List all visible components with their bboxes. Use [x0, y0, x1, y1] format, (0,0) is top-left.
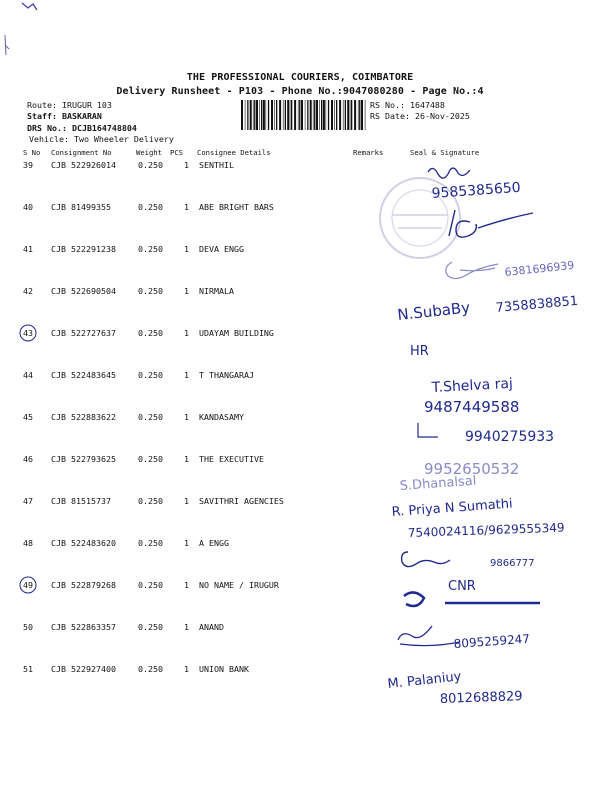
barcode-bar: [334, 100, 335, 130]
consignee-name: UDAYAM BUILDING: [199, 328, 274, 338]
row-sno: 49: [23, 580, 33, 590]
barcode-bar: [313, 100, 314, 130]
name-row47: R. Priya N Sumathi: [391, 496, 514, 520]
barcode-bar: [354, 100, 356, 130]
barcode-bar: [351, 100, 352, 130]
barcode-bar: [274, 100, 275, 130]
barcode-bar: [285, 100, 286, 130]
row-sno: 46: [23, 454, 33, 464]
weight-value: 0.250: [138, 454, 163, 464]
barcode-bar: [294, 100, 296, 130]
row-sno: 41: [23, 244, 33, 254]
row-sno: 40: [23, 202, 33, 212]
consignee-name: THE EXECUTIVE: [199, 454, 264, 464]
weight-value: 0.250: [138, 160, 163, 170]
barcode-bar: [256, 100, 258, 130]
col-consignment: Consignment No: [51, 148, 112, 157]
col-consignee: Consignee Details: [197, 148, 271, 157]
barcode-bar: [301, 100, 303, 130]
table-row: [0, 496, 600, 516]
barcode-bar: [261, 100, 262, 130]
consignment-number: CJB 522483620: [51, 538, 116, 548]
consignment-number: CJB 81499355: [51, 202, 111, 212]
barcode-bar: [310, 100, 312, 130]
barcode-bar: [254, 100, 255, 130]
consignee-name: A ENGG: [199, 538, 229, 548]
row-sno: 50: [23, 622, 33, 632]
barcode-bar: [328, 100, 329, 130]
barcode-bar: [305, 100, 306, 130]
signature-row41: [446, 262, 498, 279]
barcode-bar: [323, 100, 325, 130]
col-sno: S No: [23, 148, 41, 157]
pcs-value: 1: [184, 496, 189, 506]
col-pcs: PCS: [170, 148, 183, 157]
table-row: [0, 622, 600, 642]
consignment-number: CJB 522879268: [51, 580, 116, 590]
phone-row51: 8012688829: [439, 689, 523, 707]
barcode-bar: [279, 100, 281, 130]
weight-value: 0.250: [138, 664, 163, 674]
barcode-bar: [336, 100, 337, 130]
weight-value: 0.250: [138, 286, 163, 296]
barcode-bar: [245, 100, 246, 130]
weight-value: 0.250: [138, 370, 163, 380]
table-row: [0, 454, 600, 474]
weight-value: 0.250: [138, 622, 163, 632]
barcode-bar: [345, 100, 346, 130]
weight-value: 0.250: [138, 538, 163, 548]
company-title: THE PROFESSIONAL COURIERS, COIMBATORE: [186, 72, 414, 83]
barcode-bar: [299, 100, 300, 130]
barcode-bar: [343, 100, 344, 130]
barcode-bar: [250, 100, 252, 130]
weight-value: 0.250: [138, 496, 163, 506]
table-row: [0, 244, 600, 264]
phone-row46: 9952650532: [424, 460, 520, 478]
weight-value: 0.250: [138, 412, 163, 422]
name-row44: T.Shelva raj: [431, 375, 514, 396]
barcode-bar: [358, 100, 359, 130]
barcode-bar: [314, 100, 315, 130]
phone-row50: 8095259247: [453, 631, 531, 651]
table-row: [0, 286, 600, 306]
pcs-value: 1: [184, 160, 189, 170]
table-row: [0, 664, 600, 684]
weight-value: 0.250: [138, 244, 163, 254]
consignee-name: SAVITHRI AGENCIES: [199, 496, 284, 506]
table-row: [0, 160, 600, 180]
phone-row44: 9487449588: [424, 398, 520, 416]
barcode-bar: [350, 100, 351, 130]
row-sno: 48: [23, 538, 33, 548]
row-sno: 42: [23, 286, 33, 296]
consignee-name: KANDASAMY: [199, 412, 244, 422]
consignment-number: CJB 522690504: [51, 286, 116, 296]
phone-row41: 6381696939: [503, 258, 575, 279]
consignee-name: T THANGARAJ: [199, 370, 254, 380]
barcode-bar: [365, 100, 366, 130]
consignee-name: UNION BANK: [199, 664, 249, 674]
barcode-bar: [283, 100, 284, 130]
barcode-bar: [241, 100, 243, 130]
barcode-bar: [331, 100, 333, 130]
consignment-number: CJB 522483645: [51, 370, 116, 380]
barcode-bar: [287, 100, 289, 130]
vehicle-info: Vehicle: Two Wheeler Delivery: [29, 134, 174, 144]
route-info: Route: IRUGUR 103: [27, 100, 112, 110]
barcode-bar: [339, 100, 341, 130]
row-sno: 47: [23, 496, 33, 506]
runsheet-subtitle: Delivery Runsheet - P103 - Phone No.:9047080280 - Page No.:4: [116, 86, 484, 97]
barcode-bar: [290, 100, 291, 130]
pcs-value: 1: [184, 538, 189, 548]
note-row43: HR: [410, 344, 429, 359]
pcs-value: 1: [184, 370, 189, 380]
barcode-bar: [326, 100, 327, 130]
barcode-bar: [307, 100, 308, 130]
row-sno: 45: [23, 412, 33, 422]
consignee-name: ANAND: [199, 622, 224, 632]
name-row46: S.Dhanalsal: [399, 473, 477, 494]
table-row: [0, 580, 600, 600]
phone-row45: 9940275933: [465, 429, 555, 445]
col-seal-signature: Seal & Signature: [410, 148, 480, 157]
consignee-name: ABE BRIGHT BARS: [199, 202, 274, 212]
pcs-value: 1: [184, 454, 189, 464]
rs-date: RS Date: 26-Nov-2025: [370, 111, 470, 121]
pcs-value: 1: [184, 622, 189, 632]
barcode-bar: [347, 100, 349, 130]
staff-info: Staff: BASKARAN: [27, 111, 102, 121]
consignee-name: DEVA ENGG: [199, 244, 244, 254]
note-row49: CNR: [448, 579, 476, 594]
drs-number: DRS No.: DCJB164748804: [27, 123, 137, 133]
col-remarks: Remarks: [353, 148, 384, 157]
consignment-number: CJB 522927400: [51, 664, 116, 674]
barcode-bar: [268, 100, 269, 130]
barcode-bar: [266, 100, 267, 130]
pcs-value: 1: [184, 664, 189, 674]
pcs-value: 1: [184, 202, 189, 212]
phones-row47: 7540024116/9629555349: [407, 520, 565, 540]
table-row: [0, 412, 600, 432]
table-row: [0, 538, 600, 558]
barcode-bar: [291, 100, 292, 130]
weight-value: 0.250: [138, 580, 163, 590]
rs-number: RS No.: 1647488: [370, 100, 445, 110]
barcode-bar: [247, 100, 248, 130]
barcode-bar: [361, 100, 363, 130]
row-sno: 51: [23, 664, 33, 674]
weight-value: 0.250: [138, 202, 163, 212]
table-row: [0, 202, 600, 222]
consignment-number: CJB 522793625: [51, 454, 116, 464]
phone-row48: 9866777: [490, 558, 535, 569]
consignment-number: CJB 522926014: [51, 160, 116, 170]
barcode-bar: [259, 100, 260, 130]
barcode-bar: [271, 100, 273, 130]
consignment-number: CJB 522727637: [51, 328, 116, 338]
pcs-value: 1: [184, 412, 189, 422]
name-row51: M. Palaniuy: [386, 669, 463, 692]
consignment-number: CJB 522883622: [51, 412, 116, 422]
consignment-number: CJB 522863357: [51, 622, 116, 632]
table-row: [0, 370, 600, 390]
barcode-bar: [319, 100, 320, 130]
pcs-value: 1: [184, 328, 189, 338]
consignee-name: NO NAME / IRUGUR: [199, 580, 279, 590]
barcode-bar: [298, 100, 299, 130]
barcode-bar: [321, 100, 322, 130]
barcode-bar: [253, 100, 254, 130]
barcode-bar: [316, 100, 318, 130]
table-row: [0, 328, 600, 348]
col-weight: Weight: [136, 148, 162, 157]
scan-mark: [22, 3, 37, 10]
row-sno: 43: [23, 328, 33, 338]
pcs-value: 1: [184, 244, 189, 254]
barcode-bar: [276, 100, 277, 130]
weight-value: 0.250: [138, 328, 163, 338]
row-sno: 39: [23, 160, 33, 170]
consignment-number: CJB 81515737: [51, 496, 111, 506]
consignment-number: CJB 522291238: [51, 244, 116, 254]
consignee-name: NIRMALA: [199, 286, 234, 296]
phone-row39: 9585385650: [431, 179, 522, 202]
pcs-value: 1: [184, 580, 189, 590]
consignee-name: SENTHIL: [199, 160, 234, 170]
barcode-image: [241, 100, 367, 130]
scan-mark: [5, 35, 9, 55]
name-row42: N.SubaBy: [396, 298, 471, 324]
barcode-bar: [359, 100, 360, 130]
barcode-bar: [263, 100, 265, 130]
row-sno: 44: [23, 370, 33, 380]
phone-row42: 7358838851: [495, 293, 579, 316]
pcs-value: 1: [184, 286, 189, 296]
